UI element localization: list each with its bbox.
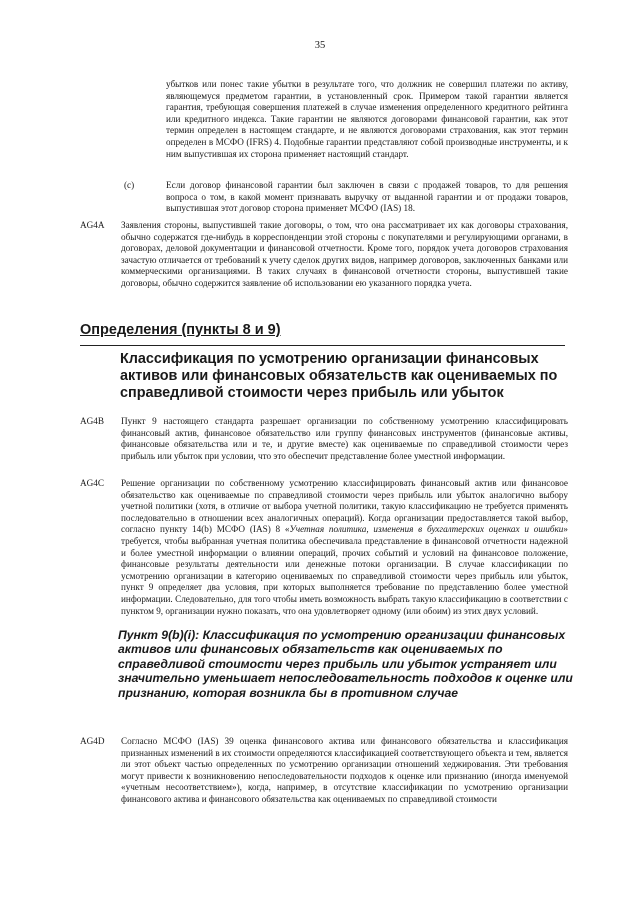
ag4b-text: Пункт 9 настоящего стандарта разрешает организации по собственному усмотрению классифицировать финансовый актив, финансовое обязательство или группу финансовых инструментов (финансовые активы, финансовые обязательства или и те, и другие вместе) как оцениваемые по справедливой стоимости через прибыль или убыток при условии, что это обеспечит представление более уместной информации. bbox=[121, 416, 568, 461]
intro-paragraph: убытков или понес такие убытки в результате того, что должник не совершил платежи по активу, являющемуся предметом гарантии, в установленный срок. Примером такой гарантии является гарантия, требующая совершения платежей в случае изменения определенного кредитного рейтинга или кредитного индекса. Такие гарантии не являются договорами финансовой гарантии, как этот термин определен в настоящем стандарте, и не являются договорами страхования, как этот термин определен в МСФО (IFRS) 4. Подобные гарантии представляют собой производные инструменты, и к ним выпустившая их сторона применяет настоящий стандарт. bbox=[166, 79, 568, 159]
page-number: 35 bbox=[314, 40, 326, 51]
ag4c-text-part2: » требуется, чтобы выбранная учетная политика обеспечивала представление в финансовой отчетности надежной и более уместной информации о влиянии операций, прочих событий и условий на финансовое положение, финансовые результаты деятельности или денежные потоки организации. В случае классификации по усмотрению организации в категорию оцениваемых по справедливой стоимости через прибыль или убыток, пункт 9 определяет два условия, при которых выполняется требование по представлению более уместной информации. Следовательно, для того чтобы иметь возможность выбрать такую классификацию в соответствии с пунктом 9, организации нужно показать, что она удовлетворяет одному (или обоим) из этих двух условий. bbox=[121, 524, 568, 616]
ag4d-label: AG4D bbox=[80, 736, 105, 746]
ag4c-text bbox=[121, 478, 568, 617]
ag4c-label: AG4C bbox=[80, 478, 104, 488]
subsection-heading: Классификация по усмотрению организации финансовых активов или финансовых обязательств как оцениваемых по справедливой стоимости через прибыль или убыток bbox=[120, 351, 558, 401]
ag4c-text-italic: Учетная политика, изменения в бухгалтерских оценках и ошибки bbox=[289, 524, 564, 535]
ag4b-label: AG4B bbox=[80, 416, 104, 426]
item-c-label: (c) bbox=[124, 180, 135, 190]
item-c-text: Если договор финансовой гарантии был заключен в связи с продажей товаров, то для решения вопроса о том, в какой момент признавать выручку от выданной гарантии и от продажи товаров, выпустившая этот договор сторона применяет МСФО (IAS) 18. bbox=[166, 180, 568, 214]
ag4c-text-part1: Решение организации по собственному усмотрению классифицировать финансовый актив или финансовое обязательство как оцениваемые по справедливой стоимости через прибыль или убыток аналогично выбору учетной политики (хотя, в отличие от выбора учетной политики, такую классификацию не требуется применять последовательно в отношении всех аналогичных операций). Когда организации предоставляется такой выбор, согласно пункту 14(b) МСФО (IAS) 8 « bbox=[121, 478, 568, 535]
ag4a-label: AG4A bbox=[80, 220, 105, 230]
section-divider bbox=[80, 345, 565, 346]
section-heading: Определения (пункты 8 и 9) bbox=[80, 322, 281, 338]
paragraph-heading: Пункт 9(b)(i): Классификация по усмотрению организации финансовых активов или финансовых обязательств как оцениваемых по справедливой стоимости через прибыль или убыток устраняет или значительно уменьшает непоследовательность подходов к оценке или признанию, которая возникла бы в противном случае bbox=[118, 628, 573, 700]
ag4a-text: Заявления стороны, выпустившей такие договоры, о том, что она рассматривает их как договоры страхования, обычно содержатся где-нибудь в корреспонденции этой стороны с покупателями и регулирующими органами, в договорах, деловой документации и финансовой отчетности. Кроме того, порядок учета договоров страхования зачастую отличается от требований к учету сделок других видов, например договоров, заключенных банками или коммерческими организациями. В таких случаях в финансовой отчетности стороны, выпустившей такие договоры, обычно содержится заявление об использовании ею указанного порядка учета. bbox=[121, 220, 568, 288]
ag4d-text: Согласно МСФО (IAS) 39 оценка финансового актива или финансового обязательства и классификация признанных изменений в их стоимости определяются классификацией соответствующего объекта и тем, является ли этот объект частью определенных по усмотрению организации отношений хеджирования. Эти требования могут привести к возникновению непоследовательности подходов к оценке или признанию (иногда именуемой «учетным несоответствием»), когда, например, в отсутствие классификации по усмотрению организации финансового актива и финансового обязательства как оцениваемых по справедливой стоимости bbox=[121, 736, 568, 804]
